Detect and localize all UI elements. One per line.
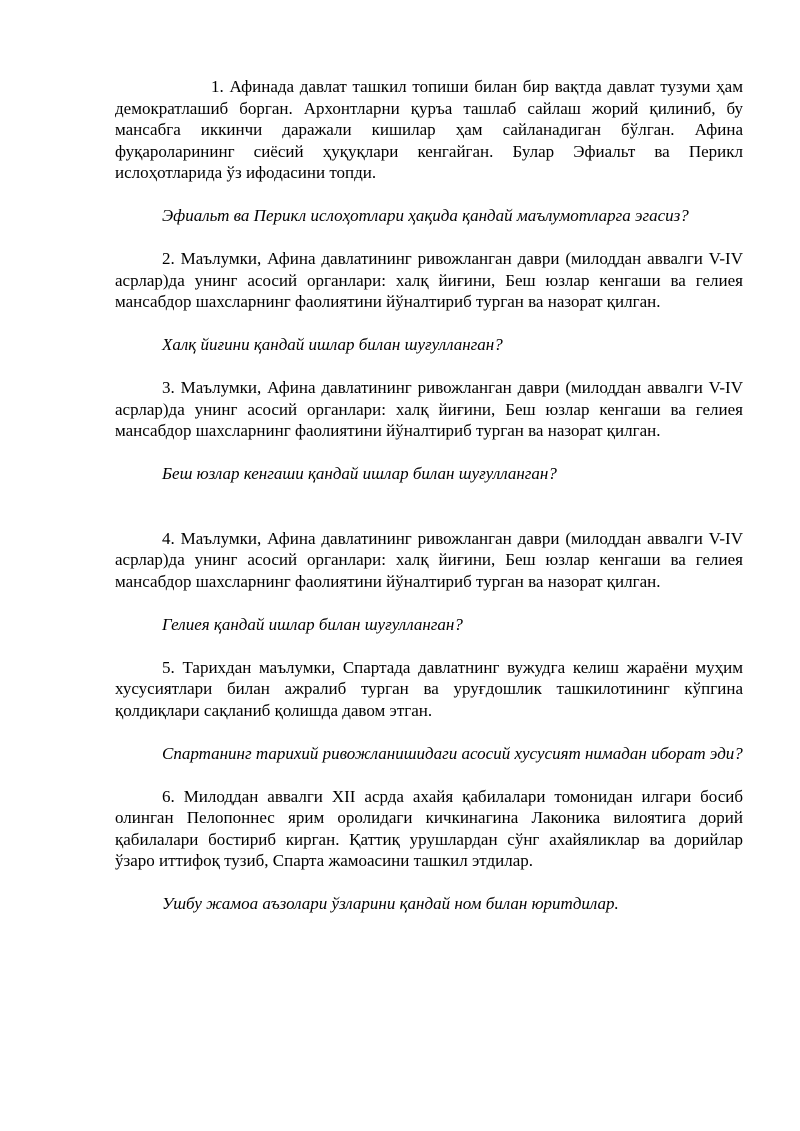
document-page xyxy=(115,76,743,915)
spacer xyxy=(115,313,743,335)
question-2: Халқ йиғини қандай ишлар билан шуғулланган? xyxy=(162,335,503,354)
question-3: Беш юзлар кенгаши қандай ишлар билан шуғулланган? xyxy=(162,464,557,483)
paragraph-1: 1. Афинада давлат ташкил топиши билан бир вақтда давлат тузуми ҳам демократлашиб борган. Архонтларни қуръа ташлаб сайлаш жорий қилиниб, бу мансабга иккинчи даражали кишилар ҳам сайланадиган бўлган. Афина фуқароларининг сиёсий ҳуқуқлари кенгайган. Булар Эфиальт ва Перикл ислоҳотларида ўз ифодасини топди. xyxy=(115,77,743,182)
spacer xyxy=(115,721,743,743)
spacer xyxy=(115,442,743,464)
question-1: Эфиальт ва Перикл ислоҳотлари ҳақида қандай маълумотларга эгасиз? xyxy=(162,206,689,225)
spacer xyxy=(115,872,743,894)
question-6: Ушбу жамоа аъзолари ўзларини қандай ном билан юритдилар. xyxy=(162,894,619,913)
paragraph-2: 2. Маълумки, Афина давлатининг ривожланган даври (милоддан аввалги V-IV асрлар)да унинг асосий органлари: халқ йиғини, Беш юзлар кенгаши ва гелиея мансабдор шахсларнинг фаолиятини йўналтириб турган ва назорат қилган. xyxy=(115,249,743,311)
spacer xyxy=(115,184,743,206)
question-5: Спартанинг тарихий ривожланишидаги асосий хусусият нимадан иборат эди? xyxy=(162,743,743,763)
spacer xyxy=(115,356,743,378)
paragraph-4: 4. Маълумки, Афина давлатининг ривожланган даври (милоддан аввалги V-IV асрлар)да унинг асосий органлари: халқ йиғини, Беш юзлар кенгаши ва гелиея мансабдор шахсларнинг фаолиятини йўналтириб турган ва назорат қилган. xyxy=(115,528,743,591)
paragraph-6: 6. Милоддан аввалги XII асрда ахайя қабилалари томонидан илгари босиб олинган Пелопоннес ярим оролидаги кичкинагина Лаконика вилоятига дорий қабилалари бостириб кирган. Қаттиқ урушлардан сўнг ахайяликлар ва дорийлар ўзаро иттифоқ тузиб, Спарта жамоасини ташкил этдилар. xyxy=(115,786,743,870)
spacer xyxy=(115,485,743,528)
spacer xyxy=(115,764,743,786)
paragraph-5: 5. Тарихдан маълумки, Спартада давлатнинг вужудга келиш жараёни муҳим хусусиятлари билан ажралиб турган ва уруғдошлик ташкилотининг кўпгина қолдиқлари сақланиб қолишда давом этган. xyxy=(115,657,743,720)
spacer xyxy=(115,592,743,614)
spacer xyxy=(115,635,743,657)
spacer xyxy=(115,227,743,249)
question-4: Гелиея қандай ишлар билан шуғулланган? xyxy=(162,614,463,634)
paragraph-3: 3. Маълумки, Афина давлатининг ривожланган даври (милоддан аввалги V-IV асрлар)да унинг асосий органлари: халқ йиғини, Беш юзлар кенгаши ва гелиея мансабдор шахсларнинг фаолиятини йўналтириб турган ва назорат қилган. xyxy=(115,378,743,440)
